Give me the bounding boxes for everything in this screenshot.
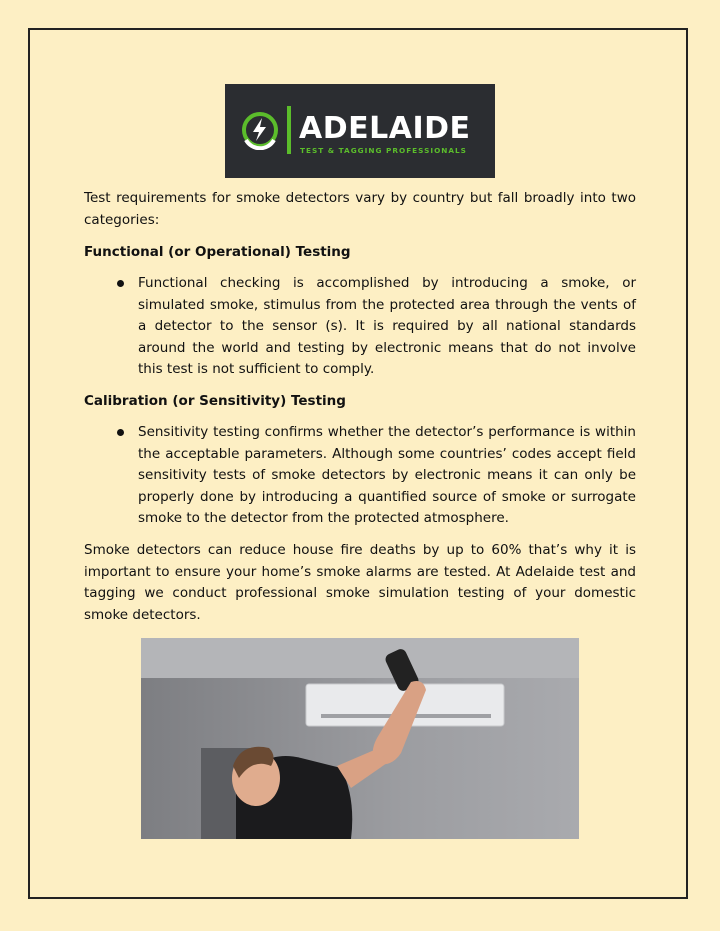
logo-divider <box>287 106 291 154</box>
company-logo <box>225 84 495 178</box>
photo-illustration <box>141 638 579 839</box>
closing-paragraph: Smoke detectors can reduce house fire deaths by up to 60% that’s why it is important to ensure your home’s smoke alarms are tested. At Adelaide test and tagging we conduct professional smoke simulation testing of your domestic smoke detectors. <box>84 542 636 623</box>
bullet-calibration: Sensitivity testing confirms whether the detector’s performance is within the acceptable parameters. Although some countries’ codes accept field sensitivity tests of smoke detectors by electronic means it can only be properly done by introducing a quantified source of smoke or surrogate smoke to the detector from the protected atmosphere. <box>138 424 636 527</box>
bullet-functional: Functional checking is accomplished by introducing a smoke, or simulated smoke, stimulus from the protected area through the vents of a detector to the sensor (s). It is required by all national standards around the world and testing by electronic means that do not involve this test is not sufficient to comply. <box>138 275 636 378</box>
logo-wordmark: ADELAIDE <box>299 111 471 146</box>
bullet-dot <box>117 280 124 287</box>
logo-tagline: TEST & TAGGING PROFESSIONALS <box>300 146 467 155</box>
technician-photo <box>141 638 579 839</box>
lightning-bolt-icon <box>240 110 280 150</box>
section-heading-calibration: Calibration (or Sensitivity) Testing <box>84 393 346 409</box>
section-heading-functional: Functional (or Operational) Testing <box>84 244 351 260</box>
intro-paragraph: Test requirements for smoke detectors vary by country but fall broadly into two categories: <box>84 190 636 228</box>
bullet-dot <box>117 429 124 436</box>
